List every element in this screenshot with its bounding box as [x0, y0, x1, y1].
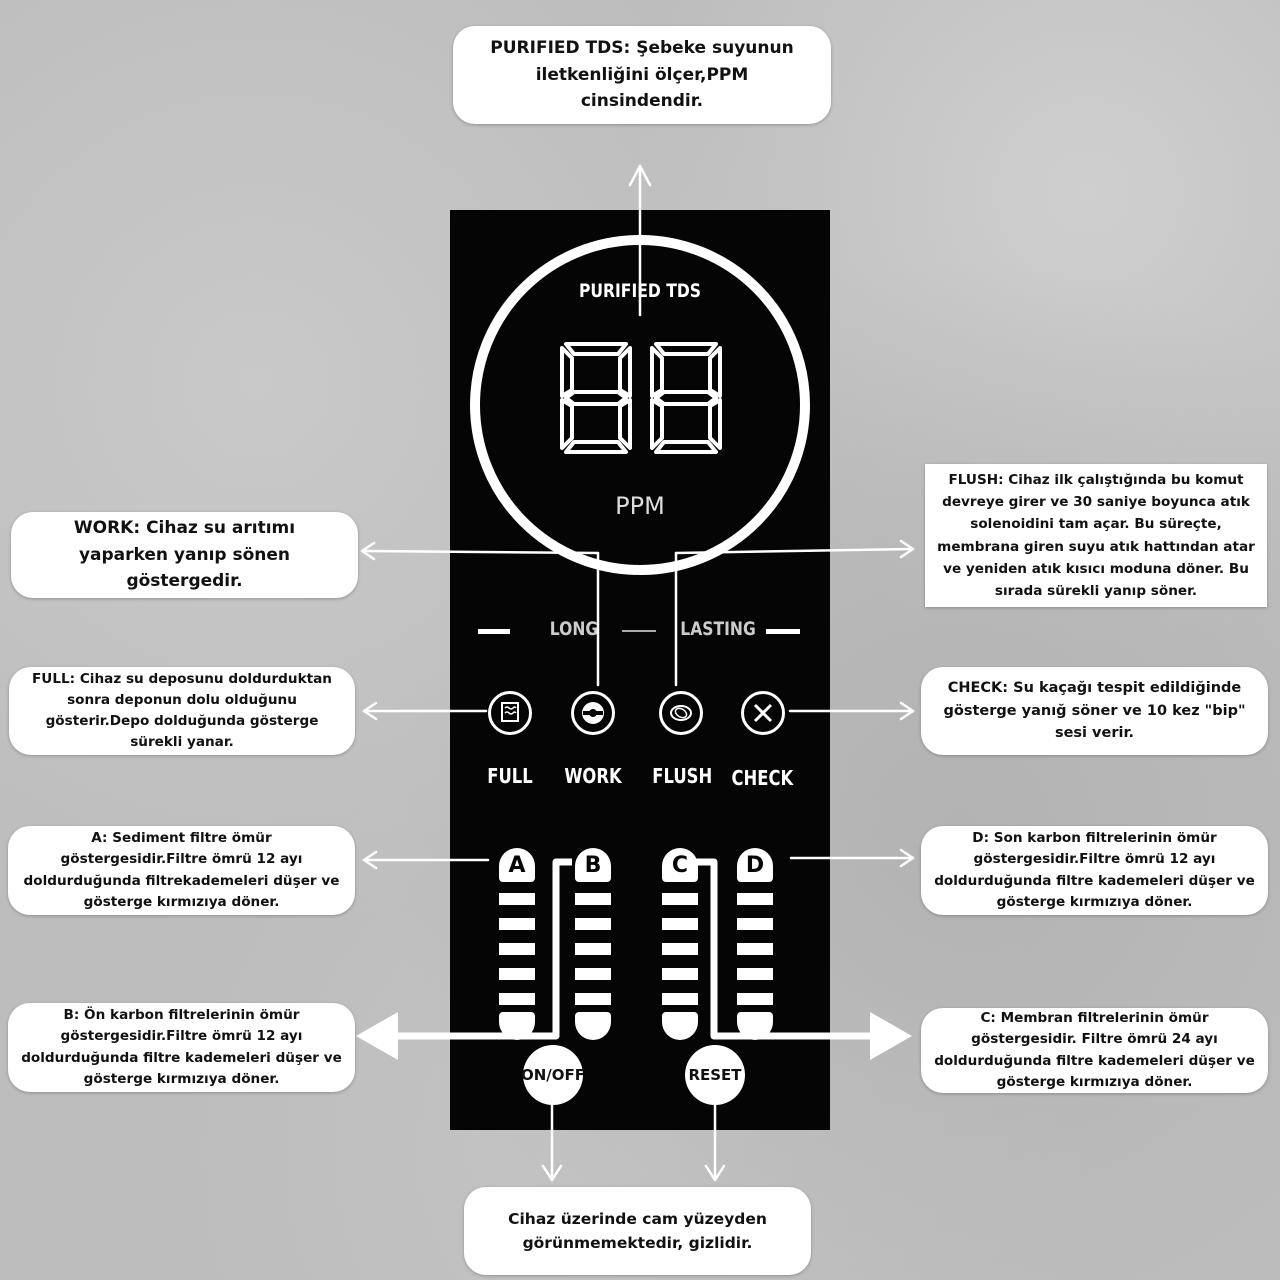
callout-hidden: Cihaz üzerinde cam yüzeyden görünmemektedir, gizlidir. [464, 1187, 811, 1275]
callout-c: C: Membran filtrelerinin ömür göstergesidir. Filtre ömrü 24 ayı doldurduğunda filtre kademeleri düşer ve gösterge kırmızıya döner. [921, 1008, 1268, 1093]
callout-purified-tds: PURIFIED TDS: Şebeke suyunun iletkenliğini ölçer,PPM cinsindendir. [453, 26, 831, 124]
callout-a: A: Sediment filtre ömür göstergesidir.Filtre ömrü 12 ayı doldurduğunda filtrekademeleri düşer ve gösterge kırmızıya döner. [8, 826, 355, 915]
filter-label-b: B [575, 848, 611, 882]
display-title: PURIFIED TDS [578, 280, 702, 302]
filter-label-d: D [737, 848, 773, 882]
callout-b: B: Ön karbon filtrelerinin ömür göstergesidir.Filtre ömrü 12 ayı doldurduğunda filtre kademeleri düşer ve gösterge kırmızıya döner. [8, 1003, 355, 1092]
display-unit: PPM [615, 492, 665, 520]
indicator-label-full: FULL [487, 764, 533, 788]
callout-check: CHECK: Su kaçağı tespit edildiğinde gösterge yanığ söner ve 10 kez "bip" sesi verir. [921, 667, 1268, 755]
filter-label-a: A [499, 848, 535, 882]
long-label: LONG [549, 618, 599, 640]
filter-label-c: C [662, 848, 698, 882]
callout-work: WORK: Cihaz su arıtımı yaparken yanıp sönen göstergedir. [11, 512, 358, 598]
onoff-button[interactable]: ON/OFF [523, 1045, 583, 1105]
lasting-label: LASTING [680, 618, 756, 640]
callout-flush: FLUSH: Cihaz ilk çalıştığında bu komut devreye girer ve 30 saniye boyunca atık solenoidini tam açar. Bu süreçte, membrana giren suyu atık hattından atar ve yeniden atık kısıcı moduna döner. Bu sırada sürekli yanıp söner. [925, 464, 1267, 607]
callout-d: D: Son karbon filtrelerinin ömür göstergesidir.Filtre ömrü 12 ayı doldurduğunda filtre kademeleri düşer ve gösterge kırmızıya döner. [921, 826, 1268, 915]
indicator-label-work: WORK [564, 764, 622, 788]
callout-full: FULL: Cihaz su deposunu doldurduktan sonra deponun dolu olduğunu gösterir.Depo dolduğunda gösterge sürekli yanar. [9, 667, 355, 755]
reset-button[interactable]: RESET [685, 1045, 745, 1105]
indicator-label-flush: FLUSH [652, 764, 713, 788]
indicator-label-check: CHECK [731, 766, 794, 790]
